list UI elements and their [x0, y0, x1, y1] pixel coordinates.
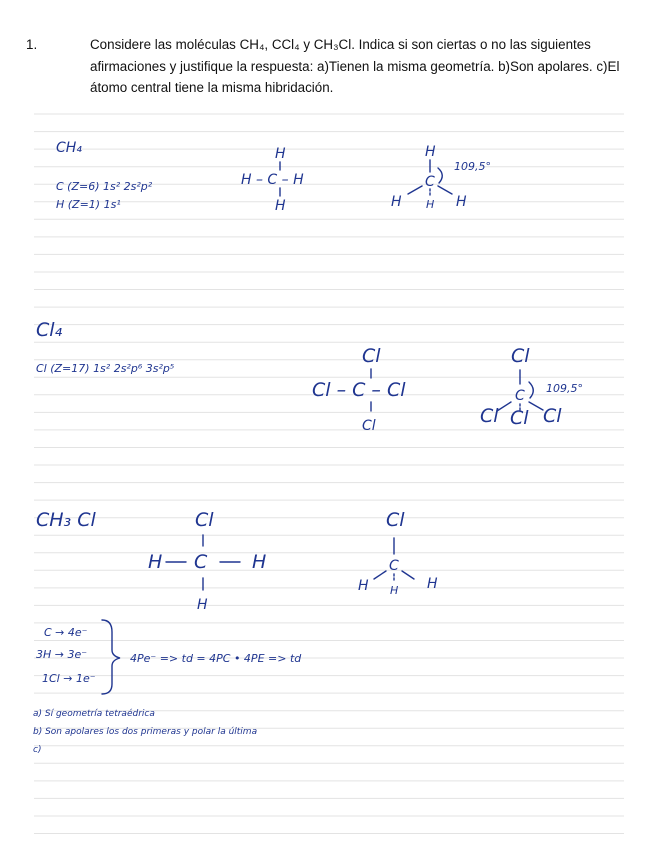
ch4-lewis-row: H – C – H: [241, 172, 304, 188]
ch4-angle-arc: [438, 168, 442, 183]
ch4-lewis-top-atom: H: [275, 146, 286, 162]
answer-c: c): [33, 745, 42, 755]
ccl4-angle-arc: [529, 382, 533, 398]
electron-summary: 4Pe⁻ => td = 4PC • 4PE => td: [130, 652, 302, 665]
ch3cl-lewis-right-atom: H: [252, 551, 267, 573]
ch3cl-title: CH₃ Cl: [36, 509, 96, 531]
ccl4-lewis-bottom-atom: Cl: [362, 418, 376, 434]
ch4-geo-left-atom: H: [391, 194, 402, 210]
ch3cl-lewis-left-atom: H: [148, 551, 163, 573]
electron-brace: [102, 620, 120, 694]
ccl4-geo-top-atom: Cl: [511, 345, 530, 367]
ccl4-lewis-top-atom: Cl: [362, 345, 381, 367]
ccl4-geometry-drawing: [480, 345, 583, 429]
ch4-geo-mid-atom: H: [426, 198, 435, 211]
ch4-lewis-structure: [241, 146, 304, 214]
ch3cl-geo-mid-atom: H: [390, 584, 399, 597]
ch4-geo-center-atom: C: [425, 174, 435, 190]
ch4-config-hydrogen: H (Z=1) 1s¹: [56, 198, 121, 211]
ccl4-bond-angle: 109,5°: [546, 382, 583, 395]
ccl4-lewis-structure: [312, 345, 406, 434]
answer-a: a) Sí geometría tetraédrica: [33, 709, 155, 719]
question-number: 1.: [26, 37, 38, 52]
answer-b: b) Son apolares los dos primeras y polar la última: [33, 727, 258, 737]
ccl4-geo-left-atom: Cl: [480, 405, 499, 427]
ch4-geo-top-atom: H: [425, 144, 436, 160]
ch4-geo-right-bond: [438, 186, 452, 194]
ch4-geo-left-bond: [408, 186, 422, 194]
ch3cl-geo-left-atom: H: [358, 578, 369, 594]
ccl4-lewis-row: Cl – C – Cl: [312, 379, 406, 401]
ch4-title: CH₄: [56, 140, 82, 156]
electron-line-hydrogen: 3H → 3e⁻: [36, 648, 88, 661]
ccl4-geo-right-bond: [529, 402, 543, 410]
ch4-config-carbon: C (Z=6) 1s² 2s²p²: [56, 180, 153, 193]
ccl4-config-chlorine: Cl (Z=17) 1s² 2s²p⁶ 3s²p⁵: [36, 362, 175, 375]
ch4-geometry-drawing: [391, 144, 491, 211]
electron-line-chlorine: 1Cl → 1e⁻: [42, 672, 96, 685]
electron-line-carbon: C → 4e⁻: [44, 626, 88, 639]
ch3cl-lewis-center-atom: C: [194, 551, 208, 573]
ccl4-geo-left-bond: [497, 402, 511, 411]
ch3cl-geo-left-bond: [374, 571, 386, 579]
ch3cl-geo-top-atom: Cl: [386, 509, 405, 531]
ch3cl-geo-right-atom: H: [427, 576, 438, 592]
ccl4-title: Cl₄: [36, 319, 63, 341]
electron-count: [36, 620, 302, 694]
ch3cl-geometry-drawing: [358, 509, 438, 597]
ch4-bond-angle: 109,5°: [454, 160, 491, 173]
ch3cl-lewis-bottom-atom: H: [197, 597, 208, 613]
answers: [33, 708, 257, 755]
ch3cl-geo-right-bond: [402, 571, 414, 579]
ccl4-geo-mid-atom: Cl: [510, 407, 529, 429]
ccl4-geo-center-atom: C: [515, 388, 525, 404]
question-text: Considere las moléculas CH₄, CCl₄ y CH₃Cl. Indica si son ciertas o no las siguientes afirmaciones y justifique la respuesta: a)Tienen la misma geometría. b)Son apolares. c)El átomo central tiene la misma hibridación.: [90, 37, 620, 95]
ch3cl-lewis-top-atom: Cl: [195, 509, 214, 531]
ch3cl-lewis-structure: [148, 509, 266, 613]
ch3cl-geo-center-atom: C: [389, 558, 399, 574]
ch4-lewis-bottom-atom: H: [275, 198, 286, 214]
ch4-geo-right-atom: H: [456, 194, 467, 210]
ccl4-geo-right-atom: Cl: [543, 405, 562, 427]
